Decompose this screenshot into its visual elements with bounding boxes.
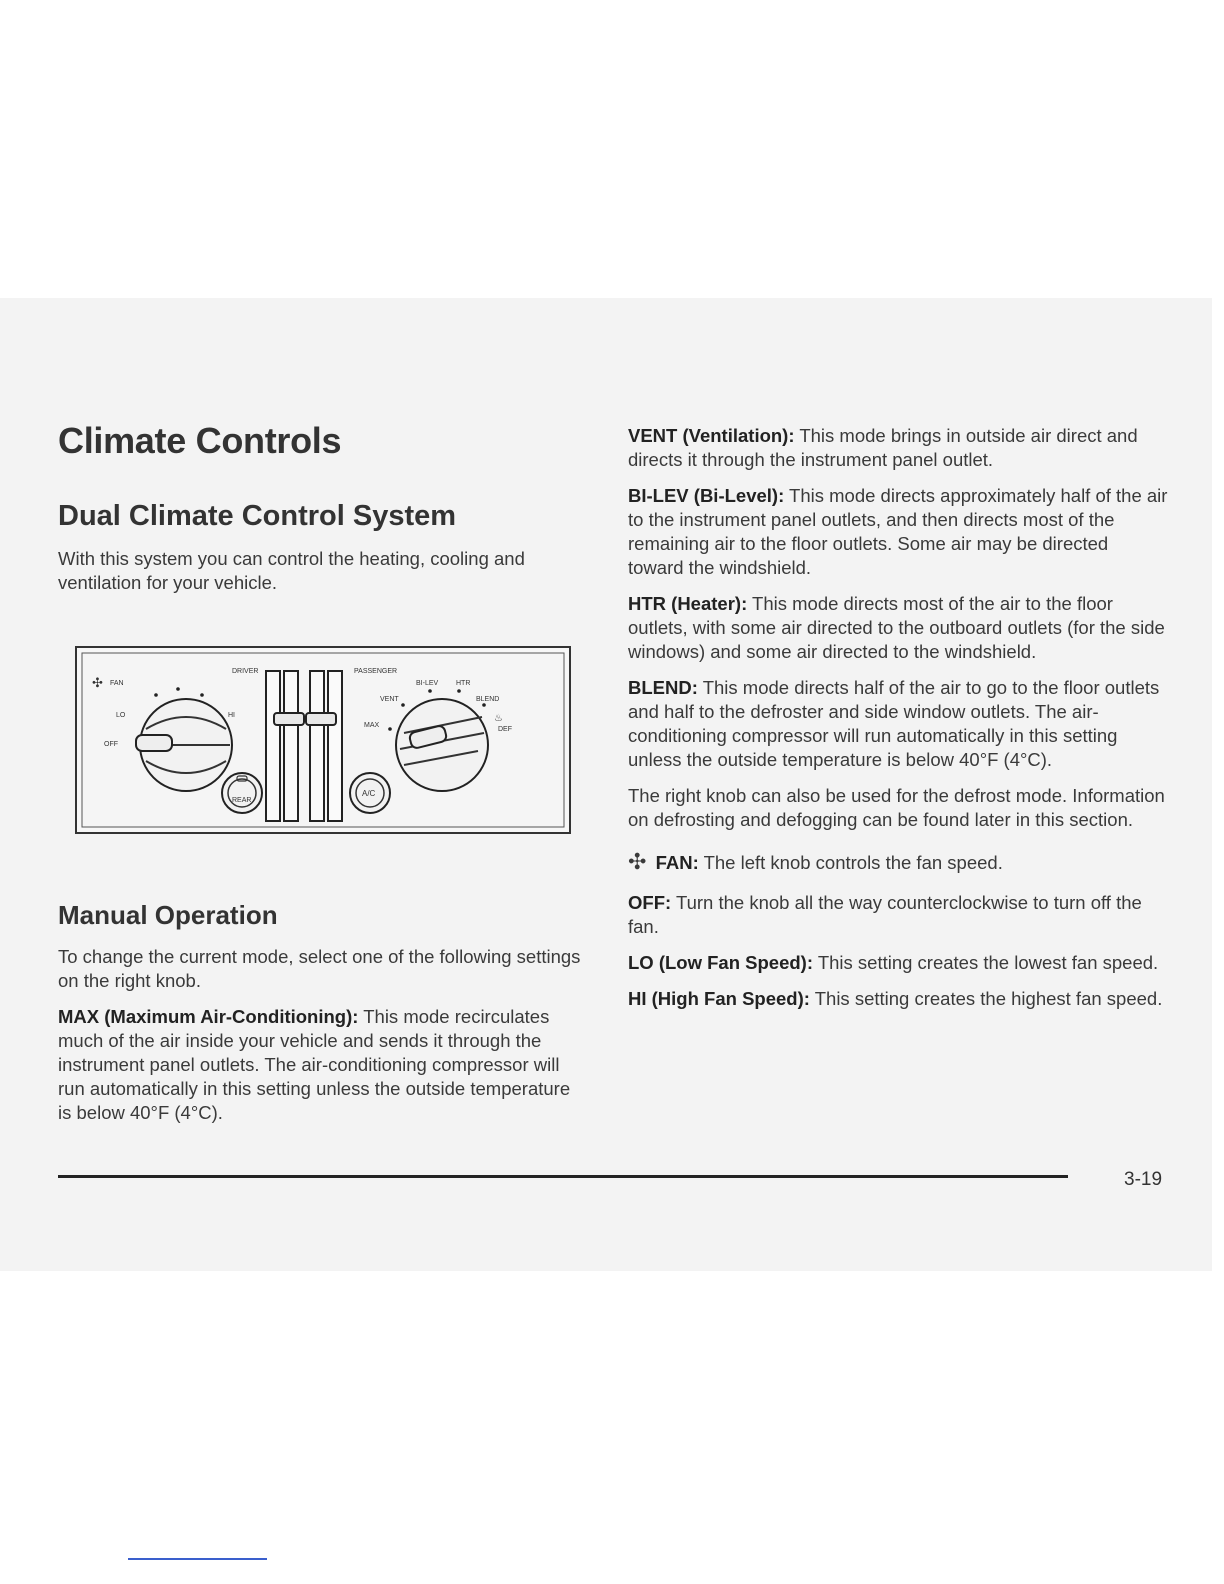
bilev-paragraph [628, 484, 1168, 580]
htr-term: HTR (Heater): [628, 593, 748, 614]
off-label: OFF [104, 741, 118, 748]
off-term: OFF: [628, 892, 672, 913]
page-number: 3-19 [1124, 1169, 1163, 1190]
manual-operation-section [58, 900, 588, 1125]
max-label: MAX [364, 722, 380, 729]
rear-defog-button [222, 773, 262, 813]
right-column [628, 424, 1168, 1011]
vent-label: VENT [380, 696, 399, 703]
lo-label: LO [116, 712, 126, 719]
rear-label: REAR [232, 797, 252, 804]
blend-term: BLEND: [628, 677, 698, 698]
manual-operation-heading: Manual Operation [58, 900, 278, 930]
driver-label: DRIVER [232, 668, 259, 675]
bottom-link-underline [128, 1558, 267, 1560]
fan-text: The left knob controls the fan speed. [703, 852, 1003, 873]
fan-label: FAN [110, 680, 124, 687]
hi-paragraph [628, 987, 1168, 1011]
hi-label: HI [228, 712, 235, 719]
htr-label: HTR [456, 680, 471, 687]
bilev-label: BI-LEV [416, 680, 439, 687]
passenger-temp-slider [306, 671, 342, 821]
max-paragraph [58, 1005, 588, 1125]
ac-button [350, 773, 390, 813]
ac-label: A/C [362, 789, 376, 798]
hi-text: This setting creates the highest fan speed. [814, 988, 1163, 1009]
page-title: Climate Controls [58, 420, 342, 461]
defrost-icon: ♨ [494, 713, 503, 724]
vent-term: VENT (Ventilation): [628, 425, 795, 446]
def-label: DEF [498, 726, 512, 733]
section-title-dual-climate: Dual Climate Control System [58, 500, 457, 532]
max-text: This mode recirculates much of the air inside your vehicle and sends it through the instrument panel outlets. The air-conditioning compressor will run automatically in this setting unless the outside temperature is below 40°F (4°C). [58, 1006, 571, 1123]
off-paragraph [628, 891, 1168, 939]
manual-operation-intro: To change the current mode, select one of the following settings on the right knob. [58, 946, 581, 991]
bilev-term: BI-LEV (Bi-Level): [628, 485, 785, 506]
fan-icon: ✣ [628, 849, 647, 874]
lo-text: This setting creates the lowest fan speed. [817, 952, 1159, 973]
left-column [58, 420, 588, 595]
lo-paragraph [628, 951, 1168, 975]
intro-paragraph: With this system you can control the heating, cooling and ventilation for your vehicle. [58, 548, 525, 593]
blend-text: This mode directs half of the air to go to the floor outlets and half to the defroster and side window outlets. The air-conditioning compressor will run automatically in this setting unless the outside temperature is below 40°F (4°C). [628, 677, 1160, 770]
max-term: MAX (Maximum Air-Conditioning): [58, 1006, 359, 1027]
fan-icon: ✣ [92, 676, 103, 691]
bilev-text: This mode directs approximately half of the air to the instrument panel outlets, and then directs most of the remaining air to the floor outlets. Some air may be directed toward the windshield. [628, 485, 1168, 578]
fan-term: FAN: [655, 852, 699, 873]
hi-term: HI (High Fan Speed): [628, 988, 810, 1009]
driver-temp-slider [266, 671, 304, 821]
passenger-label: PASSENGER [354, 668, 398, 675]
climate-control-panel-illustration [74, 645, 572, 835]
fan-paragraph [628, 850, 1168, 875]
lo-term: LO (Low Fan Speed): [628, 952, 813, 973]
vent-paragraph [628, 424, 1168, 472]
blend-paragraph [628, 676, 1168, 772]
htr-paragraph [628, 592, 1168, 664]
mode-knob [396, 699, 488, 791]
htr-text: This mode directs most of the air to the floor outlets, with some air directed to the outboard outlets (for the side windows) and some air directed to the windshield. [628, 593, 1165, 662]
footer-rule [58, 1175, 1068, 1178]
blend-label: BLEND [476, 696, 500, 703]
vent-text: This mode brings in outside air direct and directs it through the instrument panel outlet. [628, 425, 1138, 470]
defrost-note: The right knob can also be used for the defrost mode. Information on defrosting and defogging can be found later in this section. [628, 785, 1165, 830]
off-text: Turn the knob all the way counterclockwise to turn off the fan. [628, 892, 1142, 937]
